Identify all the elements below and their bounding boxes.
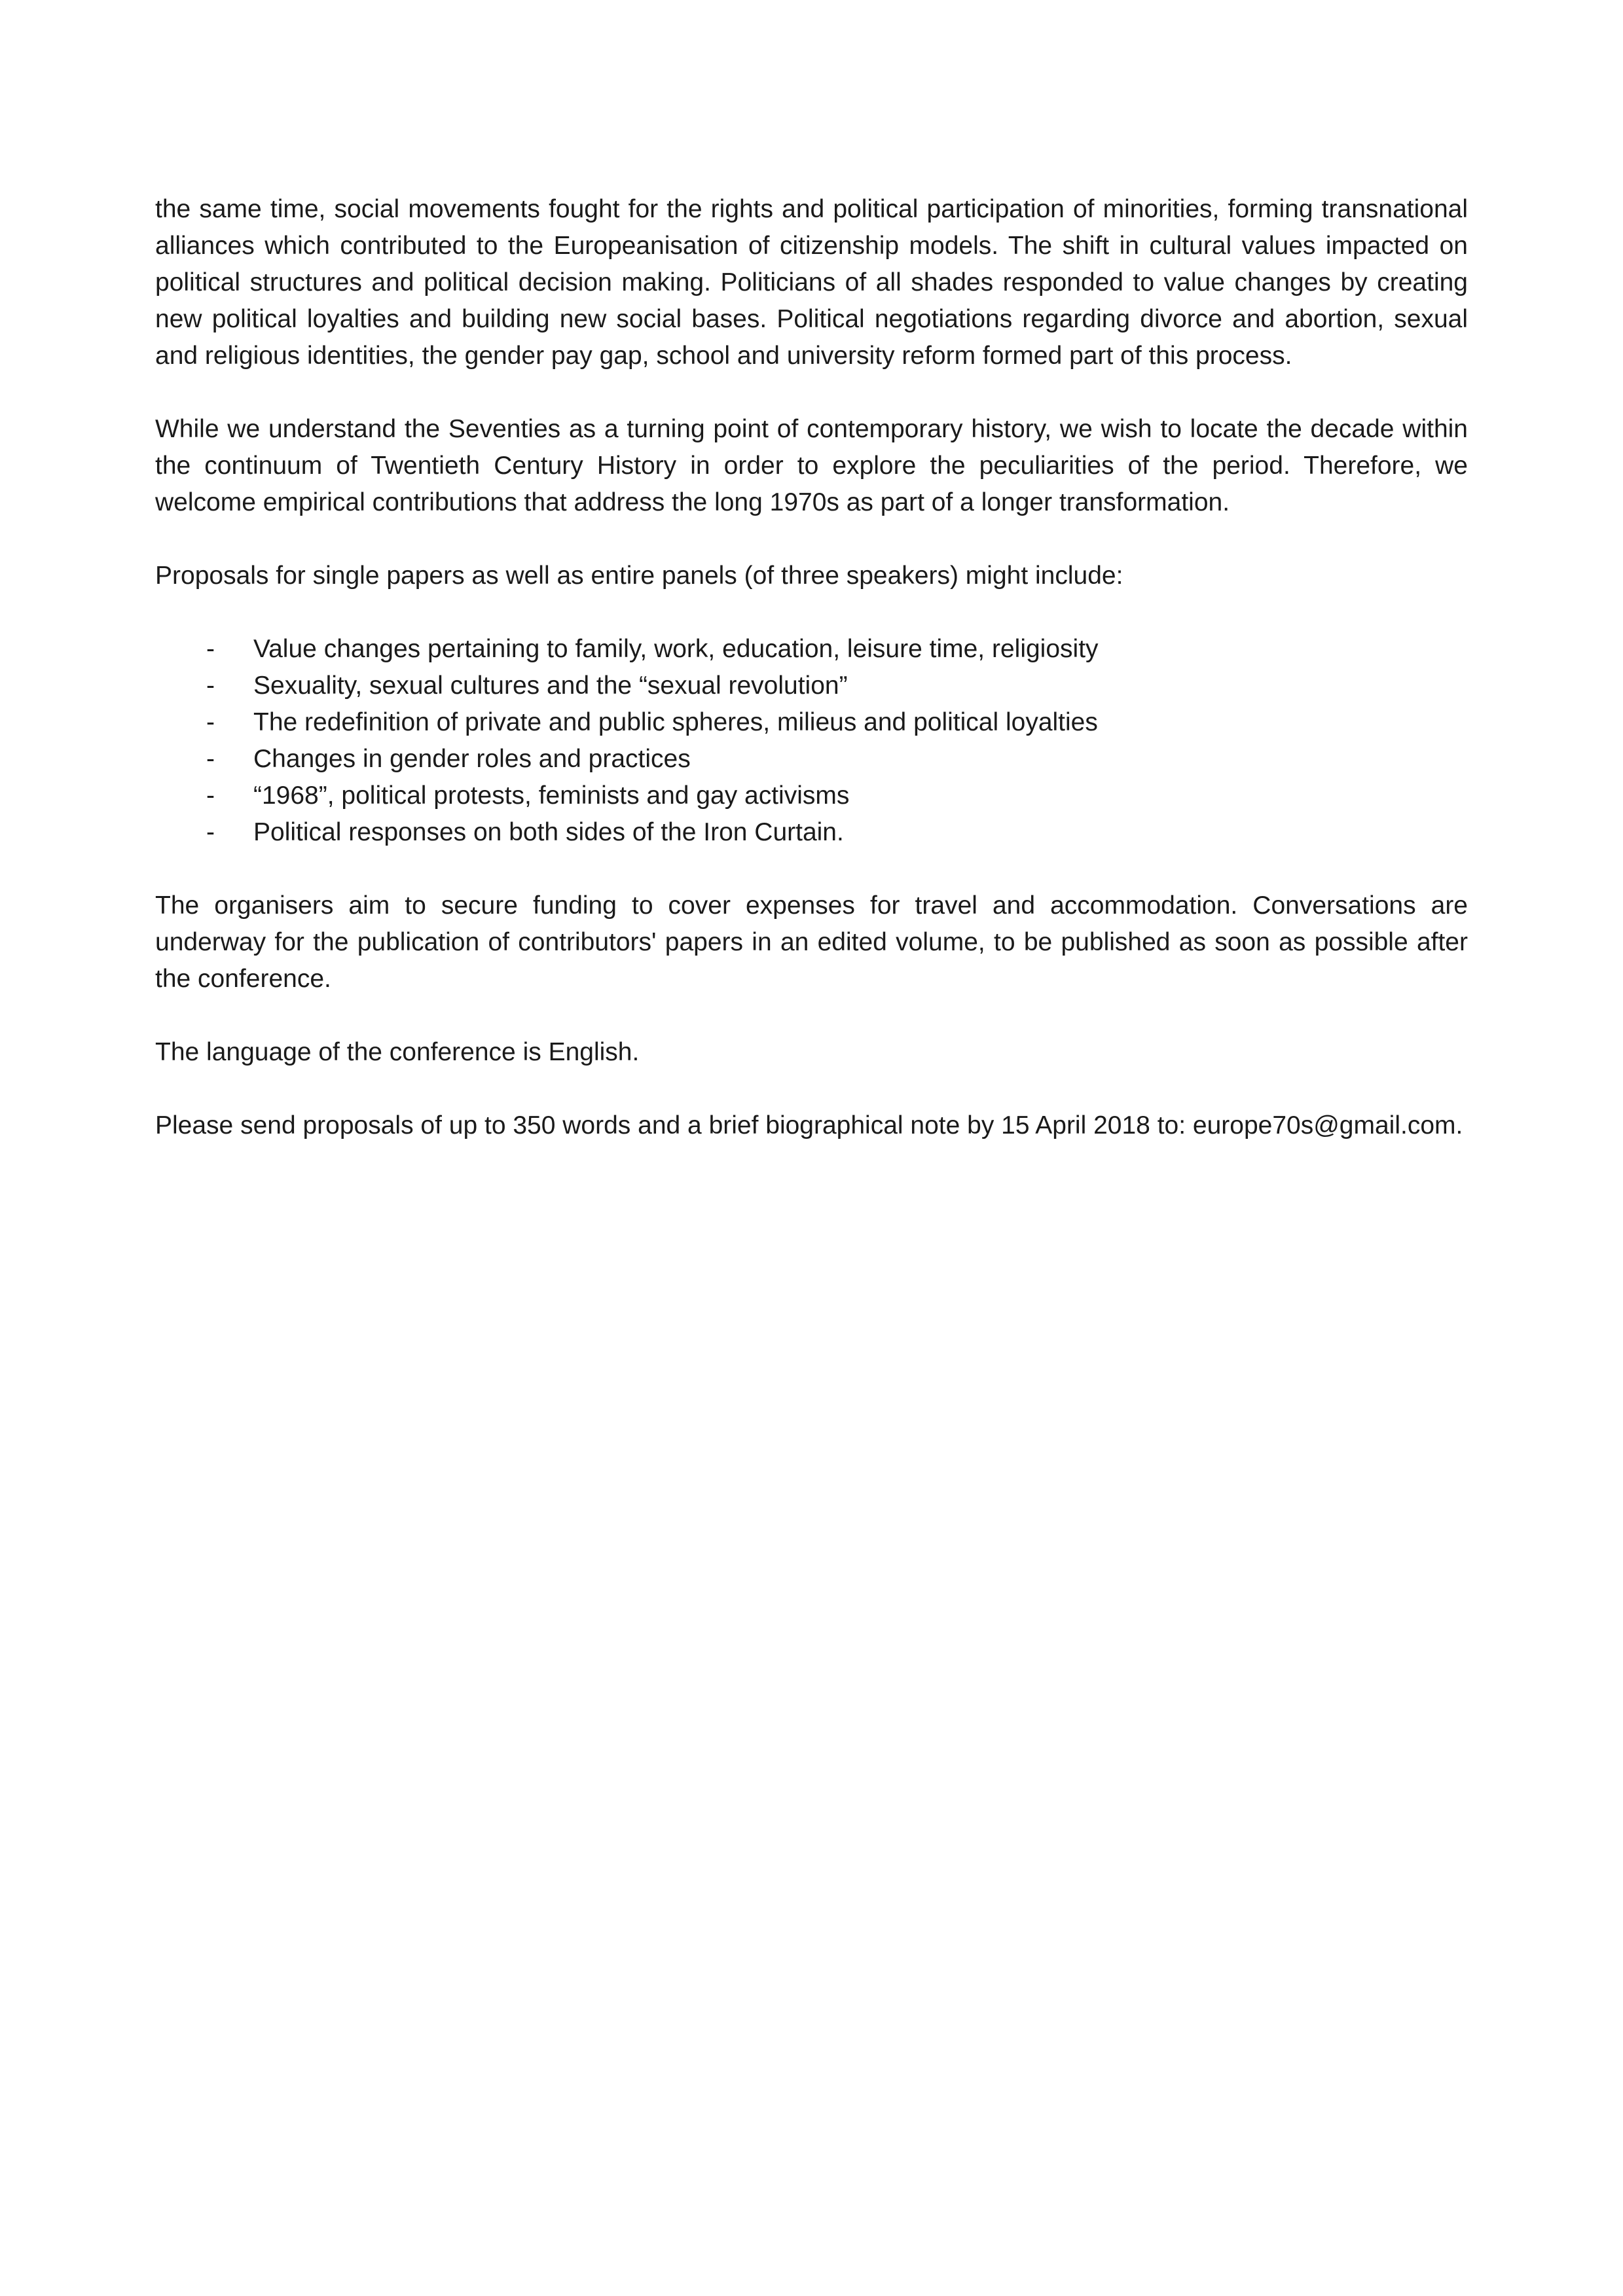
paragraph-funding: The organisers aim to secure funding to cover expenses for travel and accommodation. Conversations are underway for the publication of contributors' papers in an edited volume, to be published as soon as possible after the conference. (155, 891, 1468, 993)
list-item (155, 668, 1468, 704)
bullet-dash: - (206, 635, 215, 663)
bullet-dash: - (206, 818, 215, 846)
list-item (155, 814, 1468, 851)
list-item-text: Political responses on both sides of the Iron Curtain. (253, 818, 844, 846)
paragraph-proposals-intro: Proposals for single papers as well as entire panels (of three speakers) might include: (155, 562, 1123, 590)
list-item-text: The redefinition of private and public spheres, milieus and political loyalties (253, 708, 1098, 736)
list-item (155, 741, 1468, 778)
document-body (155, 191, 1468, 1181)
topics-list (155, 631, 1468, 851)
list-item-text: Changes in gender roles and practices (253, 745, 691, 773)
paragraph-submission: Please send proposals of up to 350 words and a brief biographical note by 15 April 2018 to: europe70s@gmail.com. (155, 1111, 1463, 1139)
list-item-text: Value changes pertaining to family, work, education, leisure time, religiosity (253, 635, 1099, 663)
bullet-dash: - (206, 708, 215, 736)
bullet-dash: - (206, 745, 215, 773)
list-item (155, 778, 1468, 814)
paragraph-social-movements: the same time, social movements fought for the rights and political participation of minorities, forming transnational alliances which contributed to the Europeanisation of citizenship models. The shift in cultural values impacted on political structures and political decision making. Politicians of all shades responded to value changes by creating new political loyalties and building new social bases. Political negotiations regarding divorce and abortion, sexual and religious identities, the gender pay gap, school and university reform formed part of this process. (155, 195, 1468, 370)
list-item-text: Sexuality, sexual cultures and the “sexual revolution” (253, 672, 848, 700)
list-item (155, 704, 1468, 741)
list-item (155, 631, 1468, 668)
paragraph-seventies-turning-point: While we understand the Seventies as a turning point of contemporary history, we wish to locate the decade within the continuum of Twentieth Century History in order to explore the peculiarities of the period. Therefore, we welcome empirical contributions that address the long 1970s as part of a longer transformation. (155, 415, 1468, 516)
bullet-dash: - (206, 672, 215, 700)
paragraph-language: The language of the conference is English. (155, 1038, 640, 1066)
bullet-dash: - (206, 781, 215, 810)
list-item-text: “1968”, political protests, feminists and gay activisms (253, 781, 850, 810)
